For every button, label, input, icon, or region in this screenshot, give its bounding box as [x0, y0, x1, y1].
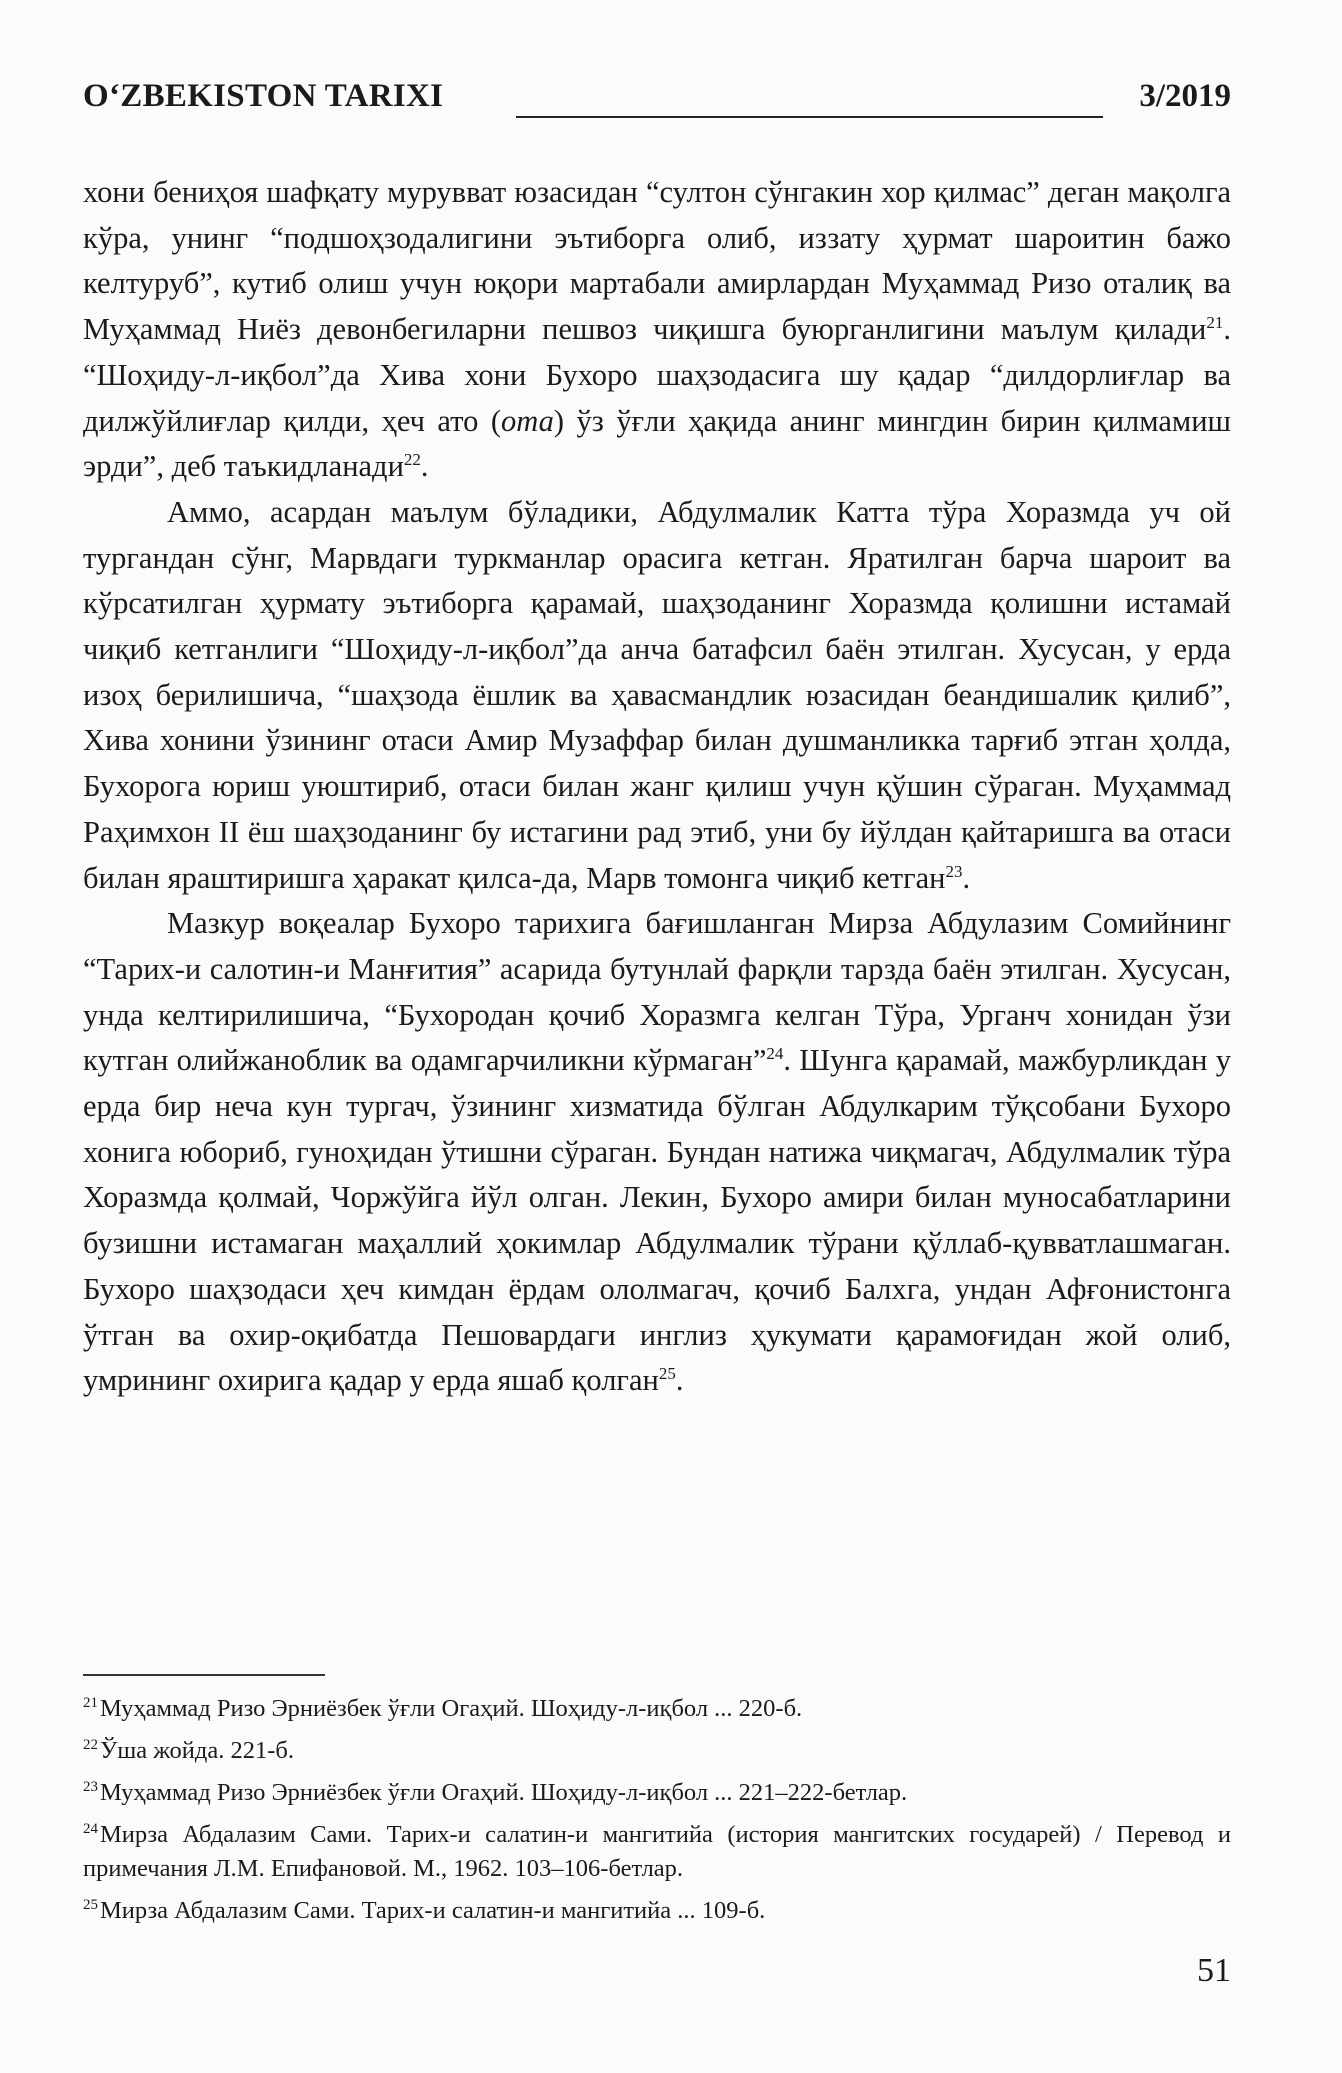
- footnote-21: [83, 1692, 1231, 1726]
- paragraph-text: . Шунга қарамай, мажбурликдан у ерда бир неча кун тургач, ўзининг хизматида бўлган Абдулкарим тўқсобани Бухоро хонига юбориб, гуноҳидан ўтишни сўраган. Бундан натижа чиқмагач, Абдулмалик тўра Хоразмда қолмай, Чоржўйга йўл олган. Лекин, Бухоро амири билан муносабатларини бузишни истамаган маҳаллий ҳокимлар Абдулмалик тўрани қўллаб-қувватлашмаган. Бухоро шаҳзодаси ҳеч кимдан ёрдам ололмагач, қочиб Балхга, ундан Афғонистонга ўтган ва охир-оқибатда Пешовардаги инглиз ҳукумати қарамоғидан жой олиб, умрининг охирига қадар у ерда яшаб қолган: [83, 1043, 1231, 1398]
- footnote-separator: [83, 1674, 325, 1676]
- italic-word: ота: [501, 403, 554, 438]
- paragraph-text: .: [962, 860, 971, 895]
- footnote-text: Муҳаммад Ризо Эрниёзбек ўғли Огаҳий. Шоҳиду-л-иқбол ... 221–222-бетлар.: [100, 1779, 908, 1806]
- footnote-ref[interactable]: 22: [403, 450, 421, 470]
- paragraph-text: Мазкур воқеалар Бухоро тарихига бағишланган Мирза Абдулазим Сомийнинг “Тарих-и салотин-и Манғития” асарида бутунлай фарқли тарзда баён этилган. Хусусан, унда келтирилишича, “Бухородан қочиб Хоразмга келган Тўра, Урганч хонидан ўзи кутган олийжаноблик ва одамгарчиликни кўрмаган”: [83, 906, 1231, 1078]
- footnote-ref[interactable]: 24: [766, 1044, 784, 1064]
- paragraph-text: хони бениҳоя шафқату мурувват юзасидан “султон сўнгакин хор қилмас” деган мақолга кўра, унинг “подшоҳзодалигини эътиборга олиб, иззату ҳурмат шароитин бажо келтуруб”, кутиб олиш учун юқори мартабали амирлардан Муҳаммад Ризо оталиқ ва Муҳаммад Ниёз девонбегиларни пешвоз чиқишга буюрганлигини маълум қилади: [83, 175, 1231, 347]
- article-body: [83, 170, 1231, 1404]
- footnote-number: 24: [83, 1820, 98, 1837]
- footnote-ref[interactable]: 21: [1206, 312, 1224, 332]
- paragraph-text: . “Шоҳиду-л-иқбол”да Хива хони Бухоро шаҳзодасига шу қадар “дилдорлиғлар ва дилжўйлиғлар қилди, ҳеч ато (: [83, 312, 1231, 438]
- footnote-number: 23: [83, 1778, 98, 1795]
- footnote-22: [83, 1734, 1231, 1768]
- paragraph-text: .: [420, 449, 429, 484]
- footnote-number: 21: [83, 1694, 98, 1711]
- footnote-23: [83, 1776, 1231, 1810]
- footnote-number: 25: [83, 1896, 98, 1913]
- journal-title: O‘ZBEKISTON TARIXI: [83, 78, 444, 114]
- footnote-text: Муҳаммад Ризо Эрниёзбек ўғли Огаҳий. Шоҳиду-л-иқбол ... 220-б.: [100, 1695, 803, 1722]
- issue-number: 3/2019: [1139, 78, 1231, 114]
- footnote-number: 22: [83, 1736, 98, 1753]
- footnote-text: Мирза Абдалазим Сами. Тарих-и салатин-и мангитийа ... 109-б.: [100, 1897, 766, 1924]
- paragraph-text: .: [675, 1363, 684, 1398]
- footnotes: [83, 1674, 1231, 1936]
- running-header: [83, 78, 1231, 124]
- footnote-25: [83, 1894, 1231, 1928]
- paragraph-3: [83, 901, 1231, 1404]
- page-number: 51: [1197, 1952, 1231, 1989]
- footnote-text: Мирза Абдалазим Сами. Тарих-и салатин-и мангитийа (история мангитских государей) / Перевод и примечания Л.М. Епифановой. М., 1962. 103–106-бетлар.: [83, 1821, 1231, 1882]
- paragraph-1: [83, 170, 1231, 490]
- footnote-ref[interactable]: 25: [658, 1364, 676, 1384]
- header-rule: [516, 116, 1103, 118]
- paragraph-text: Аммо, асардан маълум бўладики, Абдулмалик Катта тўра Хоразмда уч ой тургандан сўнг, Марвдаги туркманлар орасига кетган. Яратилган барча шароит ва кўрсатилган ҳурмату эътиборга қарамай, шаҳзоданинг Хоразмда қолишни истамай чиқиб кетганлиги “Шоҳиду-л-иқбол”да анча батафсил баён этилган. Хусусан, у ерда изоҳ берилишича, “шаҳзода ёшлик ва ҳавасмандлик юзасидан беандишалик қилиб”, Хива хонини ўзининг отаси Амир Музаффар билан душманликка тарғиб этган ҳолда, Бухорога юриш уюштириб, отаси билан жанг қилиш учун қўшин сўраган. Муҳаммад Раҳимхон II ёш шаҳзоданинг бу истагини рад этиб, уни бу йўлдан қайтаришга ва отаси билан яраштиришга ҳаракат қилса-да, Марв томонга чиқиб кетган: [83, 494, 1231, 895]
- footnote-24: [83, 1818, 1231, 1886]
- paragraph-2: [83, 490, 1231, 901]
- footnote-text: Ўша жойда. 221-б.: [100, 1737, 294, 1764]
- footnote-ref[interactable]: 23: [945, 861, 963, 881]
- paragraph-text: ) ўз ўғли ҳақида анинг мингдин бирин қилмамиш эрди”, деб таъкидланади: [83, 403, 1232, 484]
